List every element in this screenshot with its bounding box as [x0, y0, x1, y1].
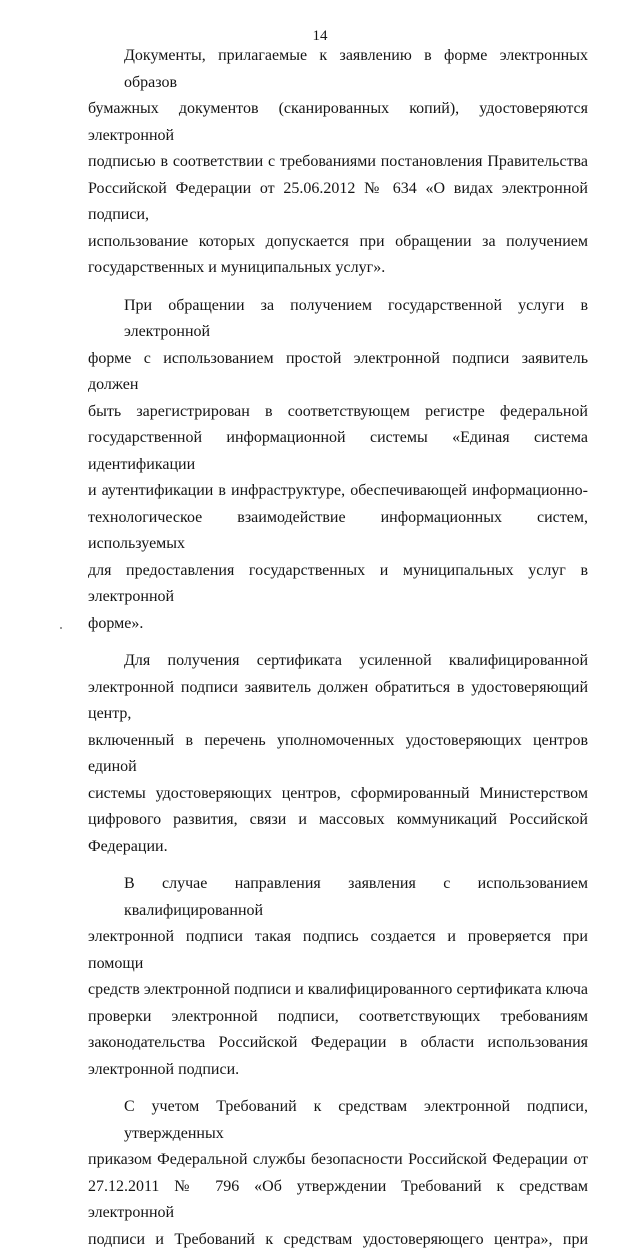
paragraph-2 — [88, 293, 588, 638]
paragraph-line: включенный в перечень уполномоченных удостоверяющих центров единой — [88, 728, 588, 781]
scan-speck — [60, 627, 62, 629]
paragraph-line: средств электронной подписи и квалифицированного сертификата ключа — [88, 977, 588, 1004]
paragraph-5 — [88, 1094, 588, 1253]
paragraph-line: быть зарегистрирован в соответствующем регистре федеральной — [88, 399, 588, 426]
paragraph-line: государственной информационной системы «Единая система идентификации — [88, 425, 588, 478]
paragraph-line: и аутентификации в инфраструктуре, обеспечивающей информационно- — [88, 478, 588, 505]
paragraph-line: Для получения сертификата усиленной квалифицированной — [88, 648, 588, 675]
paragraph-line: подписи и Требований к средствам удостоверяющего центра», при — [88, 1227, 588, 1253]
paragraph-line: цифрового развития, связи и массовых коммуникаций Российской — [88, 807, 588, 834]
paragraph-line: проверки электронной подписи, соответствующих требованиям — [88, 1004, 588, 1031]
paragraph-1 — [88, 43, 588, 282]
body-text — [88, 43, 588, 1253]
paragraph-line: электронной подписи такая подпись создается и проверяется при помощи — [88, 924, 588, 977]
paragraph-line: бумажных документов (сканированных копий), удостоверяются электронной — [88, 96, 588, 149]
page-number: 14 — [0, 28, 640, 45]
paragraph-line: электронной подписи заявитель должен обратиться в удостоверяющий центр, — [88, 675, 588, 728]
paragraph-line: законодательства Российской Федерации в области использования — [88, 1030, 588, 1057]
paragraph-4 — [88, 871, 588, 1083]
paragraph-line: приказом Федеральной службы безопасности Российской Федерации от — [88, 1147, 588, 1174]
paragraph-line: 27.12.2011 № 796 «Об утверждении Требований к средствам электронной — [88, 1174, 588, 1227]
paragraph-line: Документы, прилагаемые к заявлению в форме электронных образов — [88, 43, 588, 96]
paragraph-line: При обращении за получением государственной услуги в электронной — [88, 293, 588, 346]
paragraph-line: подписью в соответствии с требованиями постановления Правительства — [88, 149, 588, 176]
paragraph-line: государственных и муниципальных услуг». — [88, 255, 588, 282]
paragraph-line: Федерации. — [88, 834, 588, 861]
paragraph-line: форме». — [88, 611, 588, 638]
paragraph-line: форме с использованием простой электронной подписи заявитель должен — [88, 346, 588, 399]
paragraph-line: технологическое взаимодействие информационных систем, используемых — [88, 505, 588, 558]
paragraph-line: Российской Федерации от 25.06.2012 № 634 «О видах электронной подписи, — [88, 176, 588, 229]
paragraph-line: использование которых допускается при обращении за получением — [88, 229, 588, 256]
paragraph-line: системы удостоверяющих центров, сформированный Министерством — [88, 781, 588, 808]
paragraph-line: В случае направления заявления с использованием квалифицированной — [88, 871, 588, 924]
paragraph-3 — [88, 648, 588, 860]
paragraph-line: для предоставления государственных и муниципальных услуг в электронной — [88, 558, 588, 611]
paragraph-line: С учетом Требований к средствам электронной подписи, утвержденных — [88, 1094, 588, 1147]
paragraph-line: электронной подписи. — [88, 1057, 588, 1084]
